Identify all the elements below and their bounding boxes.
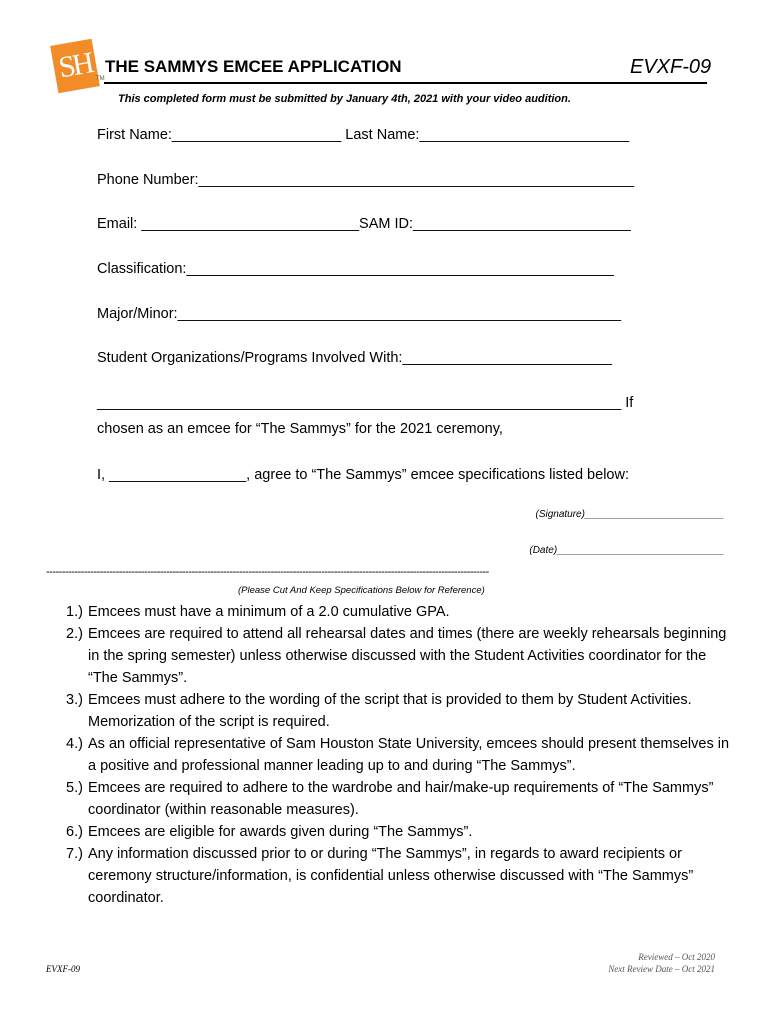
next-review-date: Next Review Date – Oct 2021: [608, 964, 715, 974]
logo-trademark: TM: [96, 76, 105, 82]
rule-text: Emcees must have a minimum of a 2.0 cumulative GPA.: [88, 604, 450, 620]
rule-number: 2.): [66, 626, 83, 642]
shsu-logo: [50, 39, 100, 94]
classification-field-line[interactable]: Classification:_____________________________________________________: [97, 261, 614, 277]
list-item: [66, 689, 731, 733]
rule-number: 3.): [66, 692, 83, 708]
cut-note: (Please Cut And Keep Specifications Below for Reference): [238, 585, 485, 596]
list-item: [66, 733, 731, 777]
list-item: [66, 821, 731, 843]
footer-form-code: EVXF-09: [46, 964, 80, 974]
major-minor-field-line[interactable]: Major/Minor:_______________________________________________________: [97, 306, 622, 322]
agreement-line[interactable]: I, _________________, agree to “The Sammys” emcee specifications listed below:: [97, 467, 629, 483]
email-samid-field-line[interactable]: Email: ___________________________SAM ID:___________________________: [97, 216, 631, 232]
emcee-specifications-list: [66, 601, 731, 909]
orgs-continuation-line[interactable]: _________________________________________________________________ If: [97, 395, 634, 411]
date-line[interactable]: (Date)______________________________: [529, 545, 724, 556]
list-item: [66, 623, 731, 689]
rule-text: Emcees are eligible for awards given during “The Sammys”.: [88, 824, 473, 840]
logo-text: SH: [56, 46, 94, 85]
submission-note: This completed form must be submitted by January 4th, 2021 with your video audition.: [118, 93, 571, 105]
form-title: THE SAMMYS EMCEE APPLICATION: [105, 57, 402, 76]
signature-line[interactable]: (Signature)_________________________: [535, 509, 724, 520]
list-item: [66, 777, 731, 821]
name-field-line[interactable]: First Name:_____________________ Last Name:__________________________: [97, 127, 630, 143]
rule-number: 5.): [66, 780, 83, 796]
rule-number: 6.): [66, 824, 83, 840]
rule-number: 4.): [66, 736, 83, 752]
list-item: [66, 843, 731, 909]
rule-text: Emcees are required to attend all rehearsal dates and times (there are weekly rehearsals beginning in the spring semester) unless otherwise discussed with the Student Activities coordinator for the “The Sammys”.: [88, 626, 727, 686]
rule-number: 7.): [66, 846, 83, 862]
rule-number: 1.): [66, 604, 83, 620]
reviewed-date: Reviewed – Oct 2020: [638, 952, 715, 962]
student-orgs-field-line[interactable]: Student Organizations/Programs Involved With:__________________________: [97, 350, 613, 366]
rule-text: Emcees must adhere to the wording of the script that is provided to them by Student Activities. Memorization of the script is required.: [88, 692, 692, 730]
rule-text: As an official representative of Sam Houston State University, emcees should present themselves in a positive and professional manner leading up to and during “The Sammys”.: [88, 736, 730, 774]
rule-text: Any information discussed prior to or during “The Sammys”, in regards to award recipients or ceremony structure/information, is confidential unless otherwise discussed with “The Sammys” coordinator.: [88, 846, 694, 906]
chosen-statement: chosen as an emcee for “The Sammys” for the 2021 ceremony,: [97, 421, 503, 437]
list-item: [66, 601, 731, 623]
rule-text: Emcees are required to adhere to the wardrobe and hair/make-up requirements of “The Sammys” coordinator (within reasonable measures).: [88, 780, 714, 818]
phone-field-line[interactable]: Phone Number:______________________________________________________: [97, 172, 635, 188]
title-underline: [104, 82, 707, 84]
form-code: EVXF-09: [630, 56, 712, 78]
cut-line: --------------------------------------------------------------------------------------------------------------------------------------------: [46, 566, 489, 578]
review-dates: [608, 951, 715, 975]
